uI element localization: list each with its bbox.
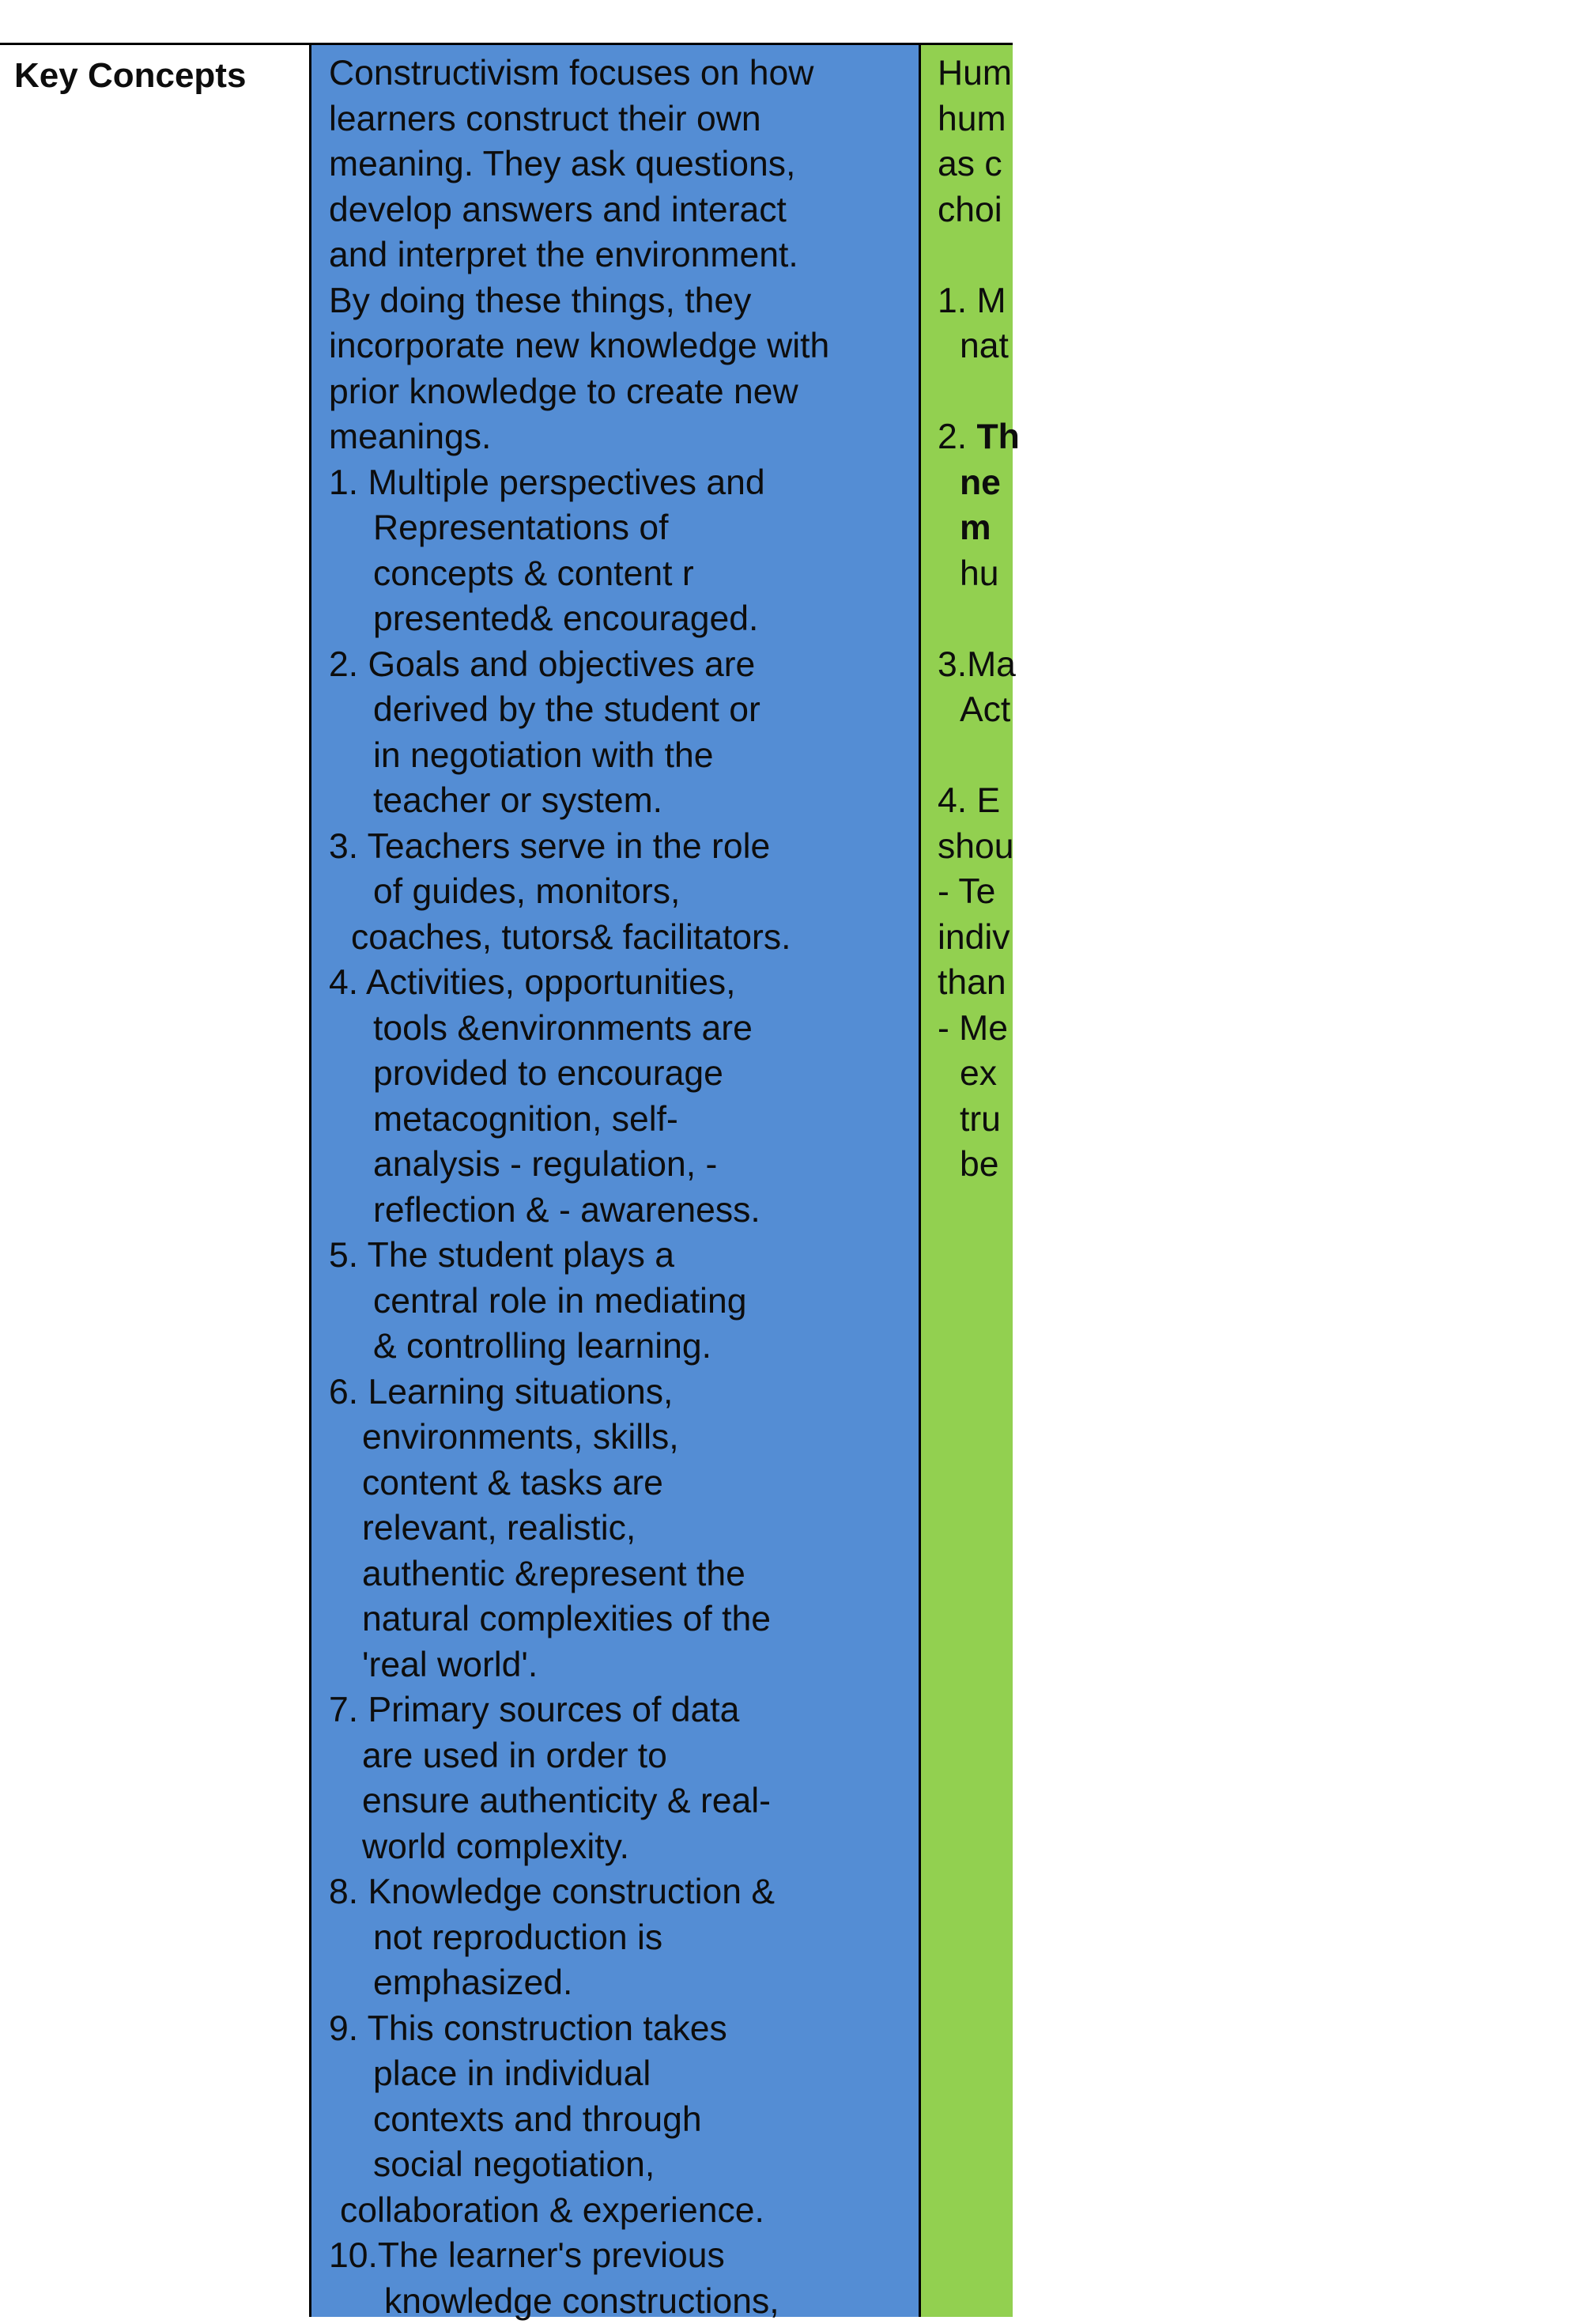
text-span: hu: [960, 554, 999, 593]
text-line: 3. Teachers serve in the role: [329, 824, 914, 870]
text-line: 5. The student plays a: [329, 1233, 914, 1279]
text-span: hum: [938, 100, 1006, 138]
text-line: 1. Multiple perspectives and: [329, 460, 914, 506]
text-span: indiv: [938, 918, 1010, 957]
text-line: [938, 278, 1570, 324]
text-line: [938, 551, 1570, 597]
text-span: be: [960, 1145, 999, 1184]
text-line: [938, 824, 1570, 870]
text-line: place in individual: [329, 2051, 914, 2097]
text-line: knowledge constructions,: [329, 2279, 914, 2324]
text-span: Act: [960, 690, 1010, 729]
text-span: as c: [938, 145, 1002, 183]
text-line: emphasized.: [329, 1960, 914, 2006]
text-span: - Me: [938, 1009, 1008, 1048]
text-line: derived by the student or: [329, 687, 914, 733]
text-span: 1. M: [938, 282, 1006, 320]
text-line: 7. Primary sources of data: [329, 1687, 914, 1733]
text-line: relevant, realistic,: [329, 1506, 914, 1551]
text-line: coaches, tutors& facilitators.: [329, 915, 914, 961]
text-span: choi: [938, 191, 1002, 229]
text-line: [938, 1006, 1570, 1052]
comparison-table: [0, 43, 1013, 2317]
text-span: - Te: [938, 872, 995, 911]
humanism-cell: [921, 45, 1013, 2317]
text-line: meaning. They ask questions,: [329, 142, 914, 187]
row-label: Key Concepts: [14, 53, 246, 98]
text-span: nat: [960, 327, 1009, 365]
text-line: learners construct their own: [329, 96, 914, 142]
text-line: central role in mediating: [329, 1279, 914, 1324]
text-line: provided to encourage: [329, 1051, 914, 1097]
text-line: develop answers and interact: [329, 187, 914, 233]
text-line: [938, 96, 1570, 142]
text-line: in negotiation with the: [329, 733, 914, 779]
text-line: ensure authenticity & real-: [329, 1778, 914, 1824]
text-line: [938, 778, 1570, 824]
text-line: of guides, monitors,: [329, 869, 914, 915]
text-line: world complexity.: [329, 1824, 914, 1870]
text-line: [938, 687, 1570, 733]
humanism-text: [938, 51, 1570, 1188]
text-line: tools &environments are: [329, 1006, 914, 1052]
text-line: 4. Activities, opportunities,: [329, 960, 914, 1006]
text-span: ex: [960, 1054, 997, 1093]
text-line: 9. This construction takes: [329, 2006, 914, 2052]
text-line: not reproduction is: [329, 1915, 914, 1961]
text-span: 4. E: [938, 781, 1000, 820]
text-line: concepts & content r: [329, 551, 914, 597]
text-line: 10.The learner's previous: [329, 2233, 914, 2279]
text-line: environments, skills,: [329, 1415, 914, 1461]
text-span: 3.Ma: [938, 645, 1016, 684]
text-span: than: [938, 963, 1006, 1002]
text-line: [938, 187, 1570, 233]
text-line: [938, 1097, 1570, 1143]
row-label-cell: [0, 45, 309, 2317]
text-line: content & tasks are: [329, 1461, 914, 1506]
constructivism-text: [329, 51, 914, 2324]
text-span: 2.: [938, 418, 976, 456]
text-line: 6. Learning situations,: [329, 1370, 914, 1415]
text-line: [938, 51, 1570, 96]
blank-line: [938, 232, 1570, 278]
text-line: authentic &represent the: [329, 1551, 914, 1597]
text-line: Constructivism focuses on how: [329, 51, 914, 96]
text-line: [938, 323, 1570, 369]
text-line: 2. Goals and objectives are: [329, 642, 914, 688]
text-line: social negotiation,: [329, 2142, 914, 2188]
text-line: collaboration & experience.: [329, 2188, 914, 2234]
bold-text-span: ne: [960, 463, 1001, 502]
text-line: presented& encouraged.: [329, 596, 914, 642]
text-line: natural complexities of the: [329, 1597, 914, 1642]
text-span: shou: [938, 827, 1014, 866]
text-line: Representations of: [329, 505, 914, 551]
text-line: & controlling learning.: [329, 1324, 914, 1370]
bold-text-span: Th: [976, 418, 1019, 456]
text-line: are used in order to: [329, 1733, 914, 1779]
text-line: By doing these things, they: [329, 278, 914, 324]
text-line: analysis - regulation, -: [329, 1142, 914, 1188]
text-line: [938, 915, 1570, 961]
text-line: incorporate new knowledge with: [329, 323, 914, 369]
text-line: prior knowledge to create new: [329, 369, 914, 415]
text-line: [938, 505, 1570, 551]
text-line: [938, 1142, 1570, 1188]
text-line: teacher or system.: [329, 778, 914, 824]
text-line: reflection & - awareness.: [329, 1188, 914, 1234]
text-line: 'real world'.: [329, 1642, 914, 1688]
text-line: [938, 414, 1570, 460]
text-line: and interpret the environment.: [329, 232, 914, 278]
blank-line: [938, 369, 1570, 415]
constructivism-cell: [311, 45, 919, 2317]
blank-line: [938, 733, 1570, 779]
blank-line: [938, 596, 1570, 642]
text-line: [938, 642, 1570, 688]
text-line: [938, 960, 1570, 1006]
text-line: [938, 460, 1570, 506]
text-line: metacognition, self-: [329, 1097, 914, 1143]
text-span: tru: [960, 1100, 1001, 1139]
text-line: meanings.: [329, 414, 914, 460]
text-line: [938, 869, 1570, 915]
bold-text-span: m: [960, 508, 991, 547]
text-line: 8. Knowledge construction &: [329, 1869, 914, 1915]
text-line: [938, 1051, 1570, 1097]
text-span: Hum: [938, 54, 1012, 93]
text-line: contexts and through: [329, 2097, 914, 2143]
text-line: [938, 142, 1570, 187]
